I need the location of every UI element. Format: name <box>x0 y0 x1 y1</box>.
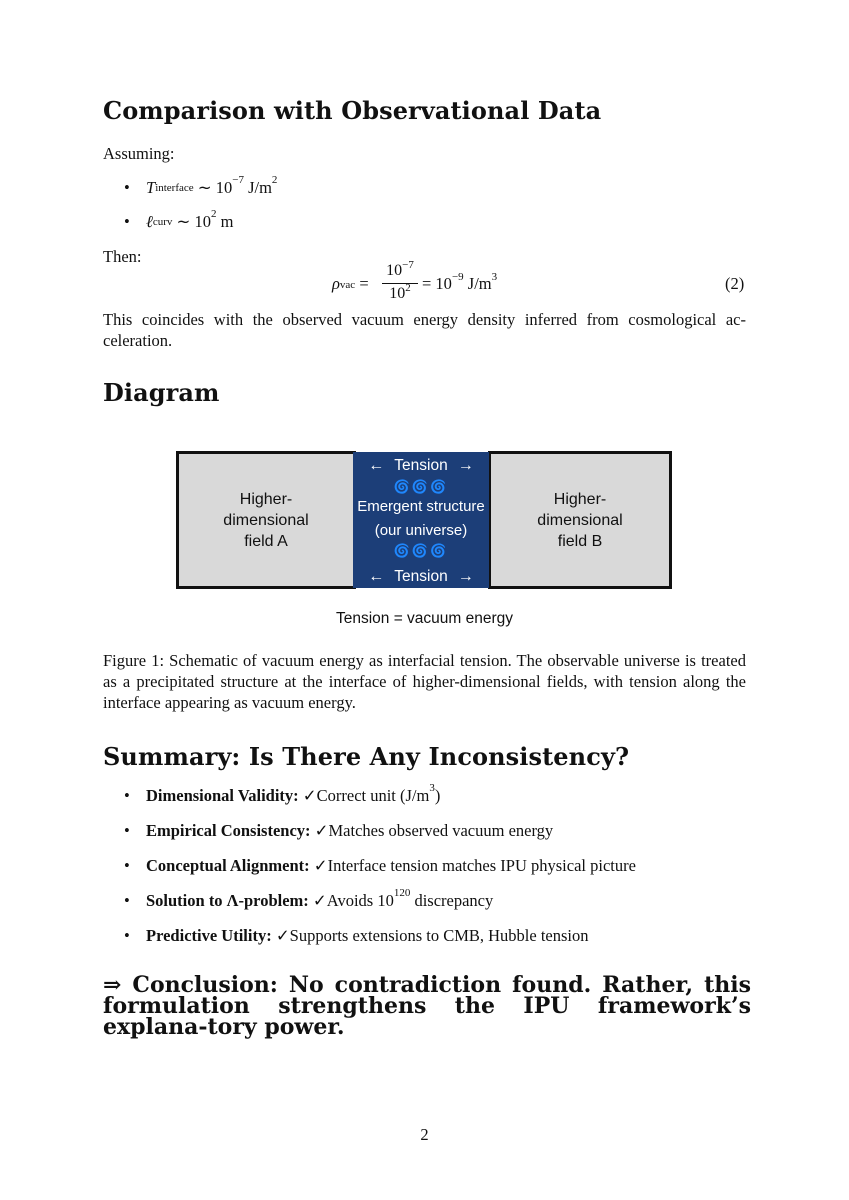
section-heading-comparison: Comparison with Observational Data <box>103 96 602 125</box>
arrow-left-icon: ← <box>368 457 385 474</box>
emergent-structure-panel <box>353 452 489 588</box>
checkmark-icon: ✓ <box>312 891 327 910</box>
emergent-structure-line1: Emergent structure <box>357 498 485 515</box>
section-heading-diagram: Diagram <box>103 378 220 407</box>
interface-diagram <box>176 451 672 589</box>
arrow-right-icon: → <box>457 457 474 474</box>
then-text: Then: <box>103 247 142 266</box>
page-number: 2 <box>420 1125 429 1144</box>
conclusion-statement: ⇒ Conclusion: No contradiction found. Rather, this formulation strengthens the IPU framework’s explana-tory power. <box>103 972 751 1040</box>
assuming-text: Assuming: <box>103 144 175 163</box>
equation-fraction: $10^{-7}$ $10^2$ <box>382 262 418 305</box>
equation-number: (2) <box>725 274 745 293</box>
document-page: Comparison with Observational Data Assuming: • $T_{interface}$ ∼ $10^{-7}$ $J/m^2$ • ℓ$_{curv}$ ∼ $10^2$ m Then: $\rho_{vac}$ = $10^{-7}$ $10^2$ = $10^{-9}$ $J/m^3$ (2) This coincides with the observed vacuum energy density inferred from cosmological ac-celeration. Diagram Higher- dimensional field A Higher- dimensional field B ← Tension → 🌀🌀🌀 Emergent structure (our universe) 🌀🌀🌀 ← Tension → Tension = vacuum energy Figure 1: Schematic of vacuum energy as interfacial tension. The observable universe is treated as a precipitated structure at the interface of higher-dimensional fields, with tension along the interface appearing as vacuum energy. Summary: Is There Any Inconsistency? • Dimensional Validity: ✓Correct unit $(J/m^3)$ • Empirical Consistency: ✓Matches observed vacuum energy • Conceptual Alignment: ✓Interface tension matches IPU physical picture • Solution to Λ-problem: ✓Avoids $10^{120}$ discrepancy • Predictive Utility: ✓Supports extensions to CMB, Hubble tension ⇒ Conclusion: No contradiction found. Rather, this formulation strengthens the IPU framework’s explana-tory power. 2 <box>0 0 849 1200</box>
symbol-ell: ℓ <box>146 212 153 231</box>
checkmark-icon: ✓ <box>313 856 328 875</box>
arrow-right-icon: → <box>457 568 474 585</box>
checkmark-icon: ✓ <box>314 821 329 840</box>
spiral-icons-bottom: 🌀🌀🌀 <box>393 543 449 558</box>
tension-bottom-label: ← Tension → <box>368 568 474 585</box>
section-heading-summary: Summary: Is There Any Inconsistency? <box>103 742 630 771</box>
checkmark-icon: ✓ <box>275 926 290 945</box>
checkmark-icon: ✓ <box>302 786 317 805</box>
arrow-left-icon: ← <box>368 568 385 585</box>
emergent-structure-line2: (our universe) <box>374 522 468 539</box>
spiral-icons-top: 🌀🌀🌀 <box>393 479 449 494</box>
figure-caption: Figure 1: Schematic of vacuum energy as interfacial tension. The observable universe is treated as a precipitated structure at the interface of higher-dimensional fields, with tension along the interface appearing as vacuum energy. <box>103 651 746 712</box>
diagram-caption: Tension = vacuum energy <box>335 610 514 627</box>
field-b-box: Higher- dimensional field B <box>488 451 672 589</box>
tension-top-label: ← Tension → <box>368 457 474 474</box>
symbol-t: T <box>146 178 156 197</box>
field-a-box: Higher- dimensional field A <box>176 451 356 589</box>
coincides-paragraph: This coincides with the observed vacuum energy density inferred from cosmological ac-celeration. <box>103 310 746 350</box>
